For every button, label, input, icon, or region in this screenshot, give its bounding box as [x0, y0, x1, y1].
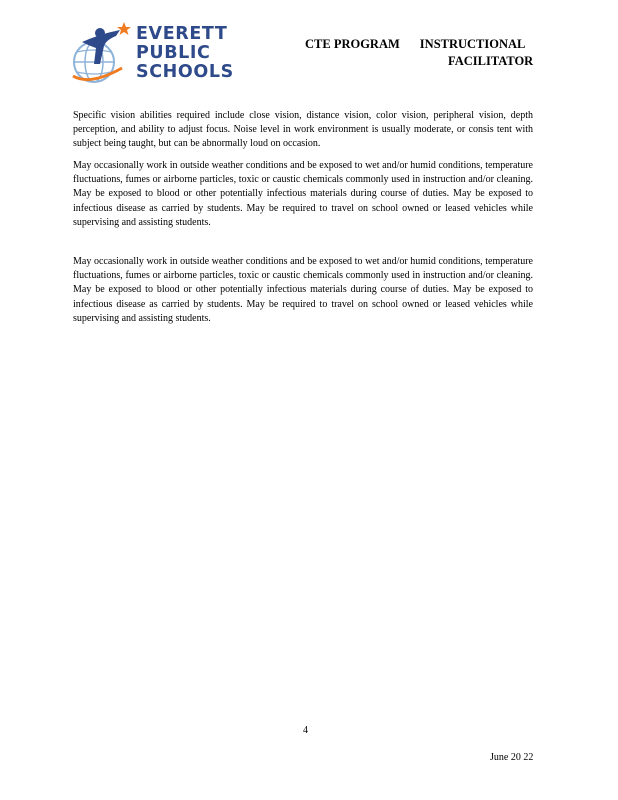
paragraph-vision-noise: Specific vision abilities required include close vision, distance vision, color vision, peripheral vision, depth perception, and ability to adjust focus. Noise level in work environment is usually moderate, or consis tent with subject being taught, but can be abnormally loud on occasion.	[73, 110, 533, 150]
title-part-2: INSTRUCTIONAL	[419, 37, 526, 51]
footer-date: June 20 22	[490, 752, 534, 763]
logo-line-3: SCHOOLS	[136, 62, 234, 82]
document-title-line-2: FACILITATOR	[448, 54, 534, 68]
everett-public-schools-logo	[70, 20, 240, 88]
logo-line-1: EVERETT	[136, 24, 228, 44]
paragraph-working-conditions-2: May occasionally work in outside weather conditions and be exposed to wet and/or humid conditions, temperature fluctuations, fumes or airborne particles, toxic or caustic chemicals commonly used in instruction and/or cleaning. May be exposed to blood or other potentially infectious materials during course of duties. May be exposed to infectious disease as carried by students. May be required to travel on school owned or leased vehicles while supervising and assisting students.	[73, 256, 533, 324]
logo-line-2: PUBLIC	[136, 43, 211, 63]
page-number: 4	[303, 725, 308, 736]
title-part-1: CTE PROGRAM	[305, 37, 400, 51]
document-title-line-1	[305, 37, 525, 52]
paragraph-working-conditions-1: May occasionally work in outside weather conditions and be exposed to wet and/or humid conditions, temperature fluctuations, fumes or airborne particles, toxic or caustic chemicals commonly used in instruction and/or cleaning. May be exposed to blood or other potentially infectious materials during course of duties. May be exposed to infectious disease as carried by students. May be required to travel on school owned or leased vehicles while supervising and assisting students.	[73, 160, 533, 228]
logo-wordmark	[136, 25, 234, 82]
logo-emblem-icon	[70, 20, 136, 88]
